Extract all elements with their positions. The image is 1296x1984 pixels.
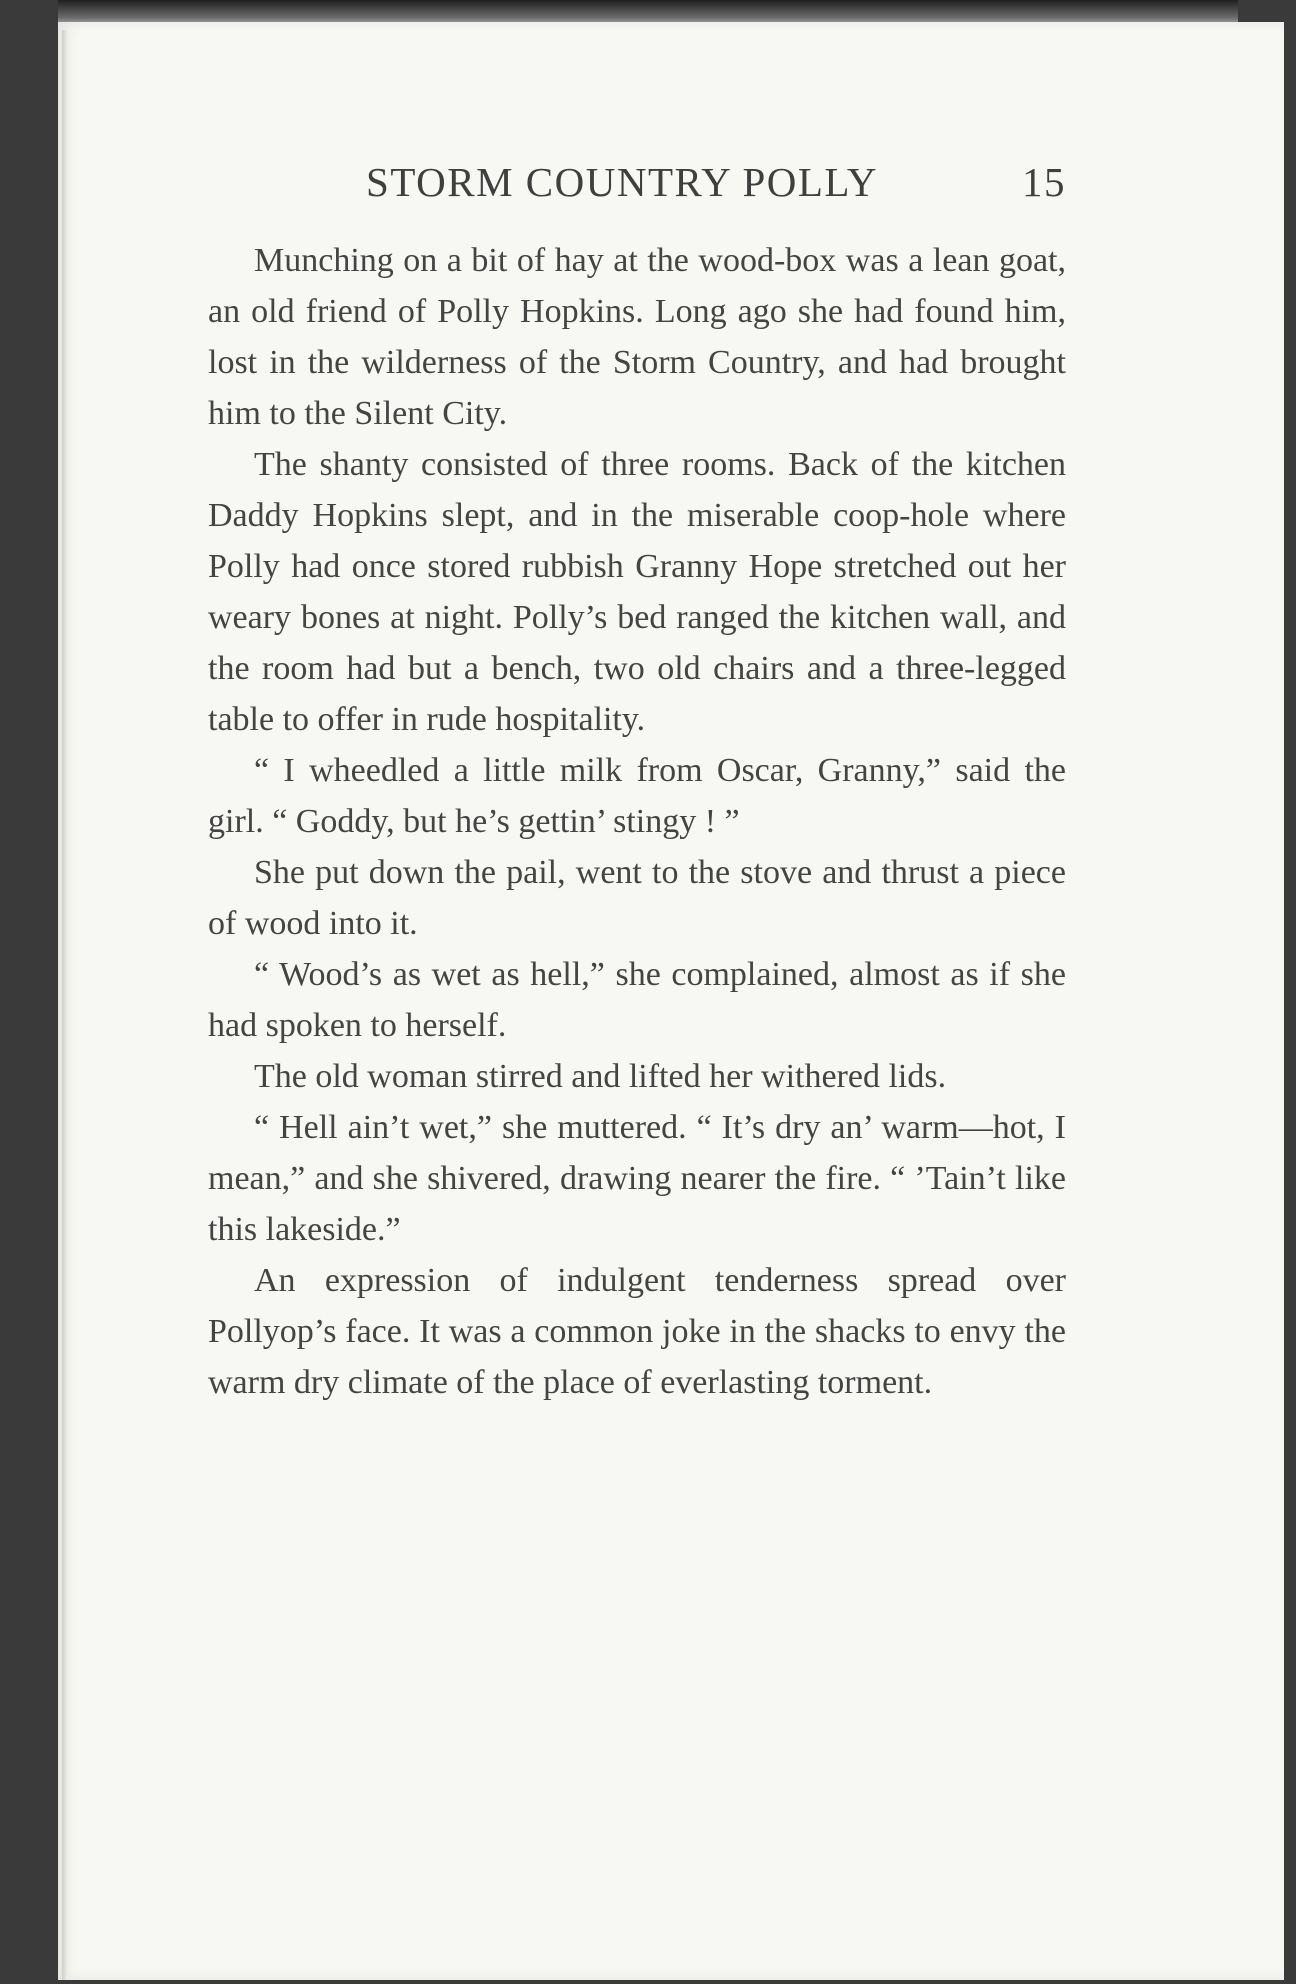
running-header <box>208 158 1066 218</box>
paragraph-stove: She put down the pail, went to the stove and thrust a piece of wood into it. <box>208 854 1066 942</box>
running-head-title: STORM COUNTRY POLLY <box>366 159 878 205</box>
paragraph-old-woman: The old woman stirred and lifted her withered lids. <box>254 1058 947 1095</box>
paragraph-expression: An expression of indulgent tenderness spread over Pollyop’s face. It was a common joke in the shacks to envy the warm dry climate of the place of everlasting torment. <box>208 1262 1066 1401</box>
paragraph-shanty: The shanty consisted of three rooms. Back of the kitchen Daddy Hopkins slept, and in the miserable coop-hole where Polly had once stored rubbish Granny Hope stretched out her weary bones at night. Polly’s bed ranged the kitchen wall, and the room had but a bench, two old chairs and a three-legged table to offer in rude hospitality. <box>208 446 1066 738</box>
body-text <box>208 235 1066 1408</box>
paragraph-wet-wood: “ Wood’s as wet as hell,” she complained, almost as if she had spoken to herself. <box>208 956 1066 1044</box>
paragraph-goat: Munching on a bit of hay at the wood-box was a lean goat, an old friend of Polly Hopkins. Long ago she had found him, lost in the wilderness of the Storm Country, and had brought him to the Silent City. <box>208 242 1066 432</box>
page-number: 15 <box>1022 159 1066 205</box>
page-gutter <box>62 30 68 1980</box>
paragraph-milk: “ I wheedled a little milk from Oscar, Granny,” said the girl. “ Goddy, but he’s gettin’ stingy ! ” <box>208 752 1066 840</box>
paragraph-hell: “ Hell ain’t wet,” she muttered. “ It’s dry an’ warm—hot, I mean,” and she shivered, drawing nearer the fire. “ ’Tain’t like this lakeside.” <box>208 1109 1066 1248</box>
